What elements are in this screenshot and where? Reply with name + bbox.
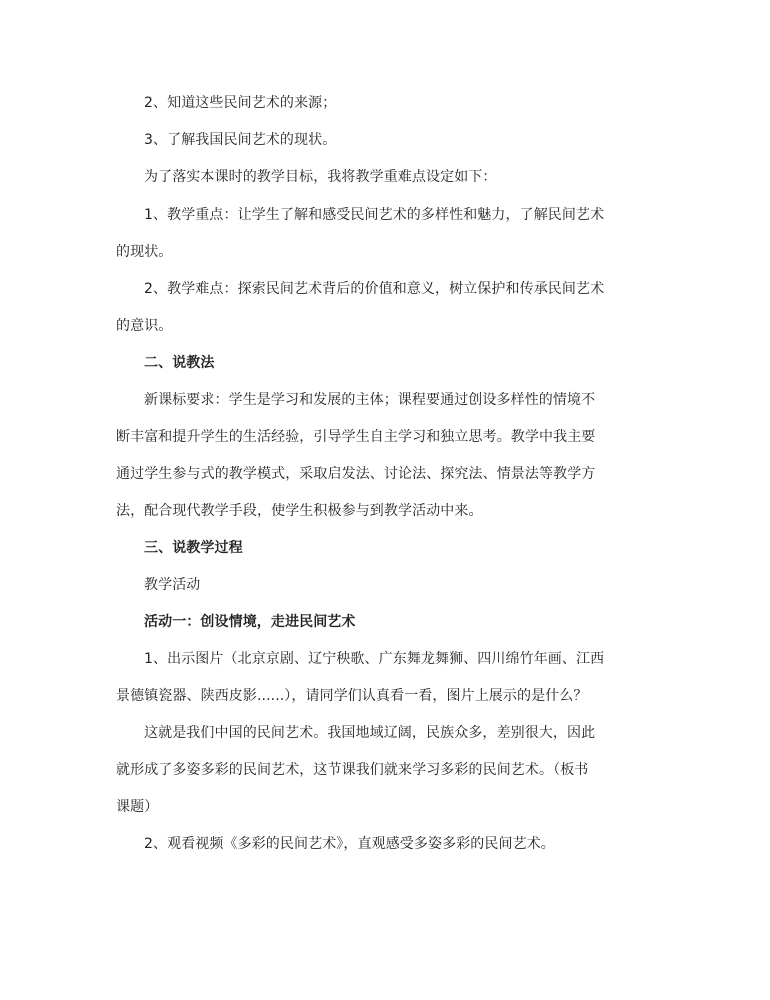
section-heading-teaching-process: 三、说教学过程	[144, 540, 243, 556]
intro-paragraph-line-3: 课题）	[116, 799, 159, 815]
objective-3-line: 3、了解我国民间艺术的现状。	[144, 132, 337, 148]
activity-step-1-line-1: 1、出示图片（北京京剧、辽宁秧歌、广东舞龙舞狮、四川绵竹年画、江西	[144, 651, 605, 667]
activity-one-heading: 活动一：创设情境，走进民间艺术	[144, 614, 356, 630]
methods-paragraph-line-3: 通过学生参与式的教学模式，采取启发法、讨论法、探究法、情景法等教学方	[116, 466, 596, 482]
activity-step-2-line: 2、观看视频《多彩的民间艺术》，直观感受多姿多彩的民间艺术。	[144, 836, 555, 852]
methods-paragraph-line-1: 新课标要求：学生是学习和发展的主体；课程要通过创设多样性的情境不	[144, 392, 596, 408]
methods-paragraph-line-4: 法，配合现代教学手段，使学生积极参与到教学活动中来。	[116, 503, 483, 519]
difficult-point-continuation: 的意识。	[116, 318, 173, 334]
key-point-1-continuation: 的现状。	[116, 244, 173, 260]
key-point-1-line: 1、教学重点：让学生了解和感受民间艺术的多样性和魅力，了解民间艺术	[144, 207, 605, 223]
difficult-point-line: 2、教学难点：探索民间艺术背后的价值和意义，树立保护和传承民间艺术	[144, 281, 605, 297]
key-points-intro-line: 为了落实本课时的教学目标，我将教学重难点设定如下：	[144, 169, 497, 185]
intro-paragraph-line-2: 就形成了多姿多彩的民间艺术，这节课我们就来学习多彩的民间艺术。（板书	[116, 762, 589, 778]
section-heading-teaching-methods: 二、说教法	[144, 355, 215, 371]
methods-paragraph-line-2: 断丰富和提升学生的生活经验，引导学生自主学习和独立思考。教学中我主要	[116, 429, 596, 445]
activity-step-1-line-2: 景德镇瓷器、陕西皮影......），请同学们认真看一看，图片上展示的是什么？	[116, 688, 588, 704]
subheading-teaching-activities: 教学活动	[144, 577, 201, 593]
objective-2-line: 2、知道这些民间艺术的来源；	[144, 95, 337, 111]
intro-paragraph-line-1: 这就是我们中国的民间艺术。我国地域辽阔，民族众多，差别很大，因此	[144, 725, 596, 741]
